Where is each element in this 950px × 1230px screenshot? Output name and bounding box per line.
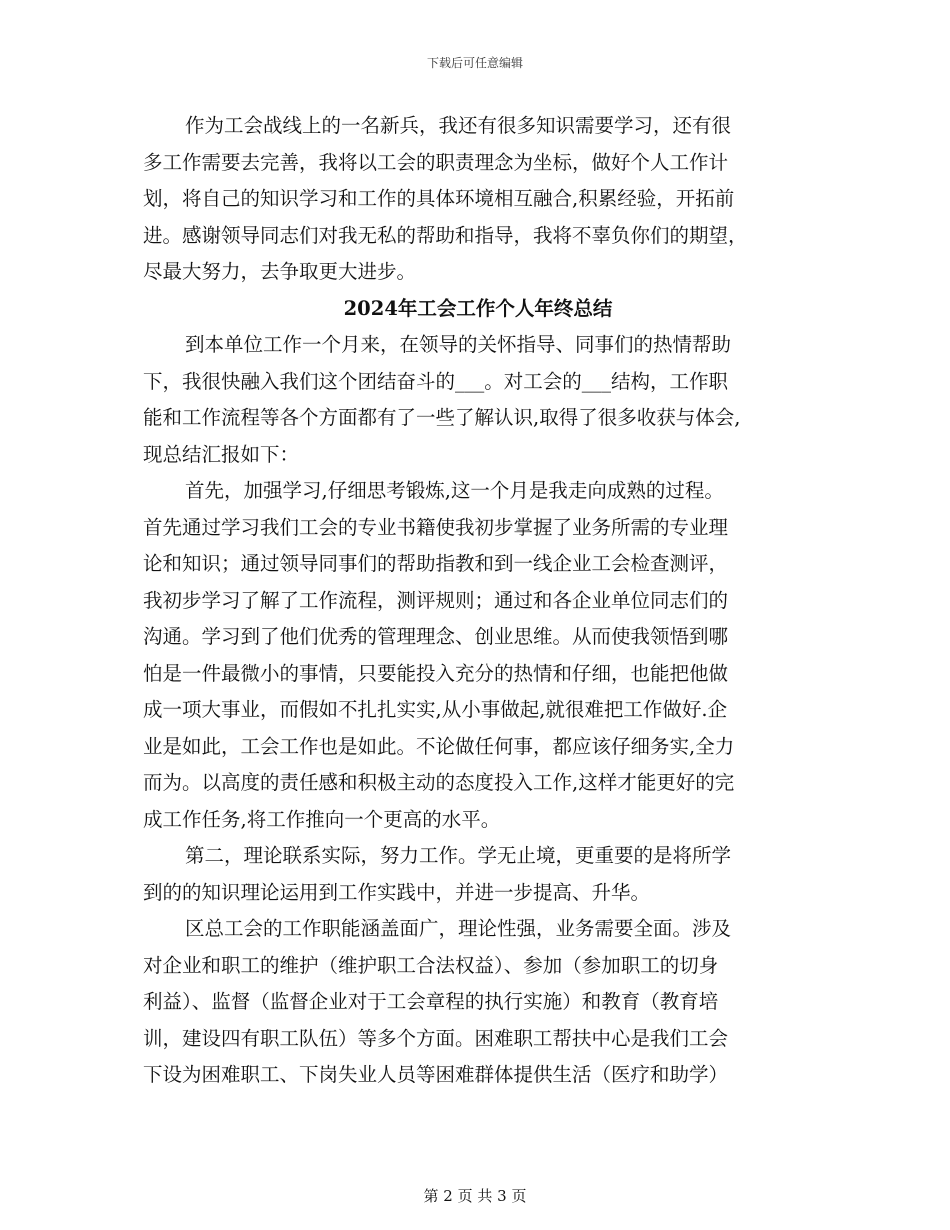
document-body: [143, 108, 813, 1094]
text-line: 而为。以高度的责任感和积极主动的态度投入工作,这样才能更好的完: [143, 771, 735, 794]
text-line: 进。感谢领导同志们对我无私的帮助和指导，我将不辜负你们的期望，: [143, 223, 748, 247]
text-line: 多工作需要去完善，我将以工会的职责理念为坐标，做好个人工作计: [143, 150, 729, 174]
text-line: 沟通。学习到了他们优秀的管理理念、创业思维。从而使我领悟到哪: [143, 625, 729, 648]
text-line: 到的的知识理论运用到工作实践中，并进一步提高、升华。: [143, 880, 651, 904]
page-header: 下载后可任意编辑: [426, 56, 523, 70]
text-line: 到本单位工作一个月来，在领导的关怀指导、同事们的热情帮助: [185, 333, 732, 356]
text-line: 业是如此，工会工作也是如此。不论做任何事，都应该仔细务实,全力: [143, 734, 735, 758]
text-line: 区总工会的工作职能涵盖面广，理论性强，业务需要全面。涉及: [185, 917, 732, 940]
text-line: 论和知识；通过领导同事们的帮助指教和到一线企业工会检查测评，: [143, 552, 729, 575]
text-line: 作为工会战线上的一名新兵，我还有很多知识需要学习，还有很: [185, 114, 732, 137]
closing-paragraph: [143, 108, 813, 291]
text-line: 成一项大事业，而假如不扎扎实实,从小事做起,就很难把工作做好.企: [143, 698, 728, 721]
text-line: 首先通过学习我们工会的专业书籍使我初步掌握了业务所需的专业理: [143, 515, 729, 539]
second-point-paragraph: [143, 838, 813, 911]
text-line: 划，将自己的知识学习和工作的具体环境相互融合,积累经验，开拓前: [143, 187, 735, 210]
document-title: 2024年工会工作个人年终总结: [343, 296, 613, 320]
text-line: 第二，理论联系实际，努力工作。学无止境，更重要的是将所学: [185, 844, 732, 867]
text-line: 尽最大努力，去争取更大进步。: [143, 260, 417, 283]
text-line: 下设为困难职工、下岗失业人员等困难群体提供生活（医疗和助学）: [143, 1063, 729, 1086]
text-line: 成工作任务,将工作推向一个更高的水平。: [143, 807, 501, 831]
text-line: 下，我很快融入我们这个团结奋斗的___。对工会的___结构，工作职: [143, 369, 729, 393]
text-line: 能和工作流程等各个方面都有了一些了解认识,取得了很多收获与体会,: [143, 406, 741, 429]
text-line: 训，建设四有职工队伍）等多个方面。困难职工帮扶中心是我们工会: [143, 1026, 729, 1050]
duties-paragraph: [143, 911, 813, 1094]
first-point-paragraph: [143, 473, 813, 838]
page-footer: 第 2 页 共 3 页: [423, 1187, 527, 1205]
intro-paragraph: [143, 327, 813, 473]
text-line: 我初步学习了解了工作流程，测评规则；通过和各企业单位同志们的: [143, 588, 729, 612]
text-line: 现总结汇报如下：: [143, 442, 300, 466]
text-line: 利益）、监督（监督企业对于工会章程的执行实施）和教育（教育培: [143, 990, 719, 1013]
text-line: 对企业和职工的维护（维护职工合法权益）、参加（参加职工的切身: [143, 953, 719, 977]
text-line: 怕是一件最微小的事情，只要能投入充分的热情和仔细，也能把他做: [143, 661, 729, 685]
text-line: 首先，加强学习,仔细思考锻炼,这一个月是我走向成熟的过程。: [185, 479, 724, 502]
